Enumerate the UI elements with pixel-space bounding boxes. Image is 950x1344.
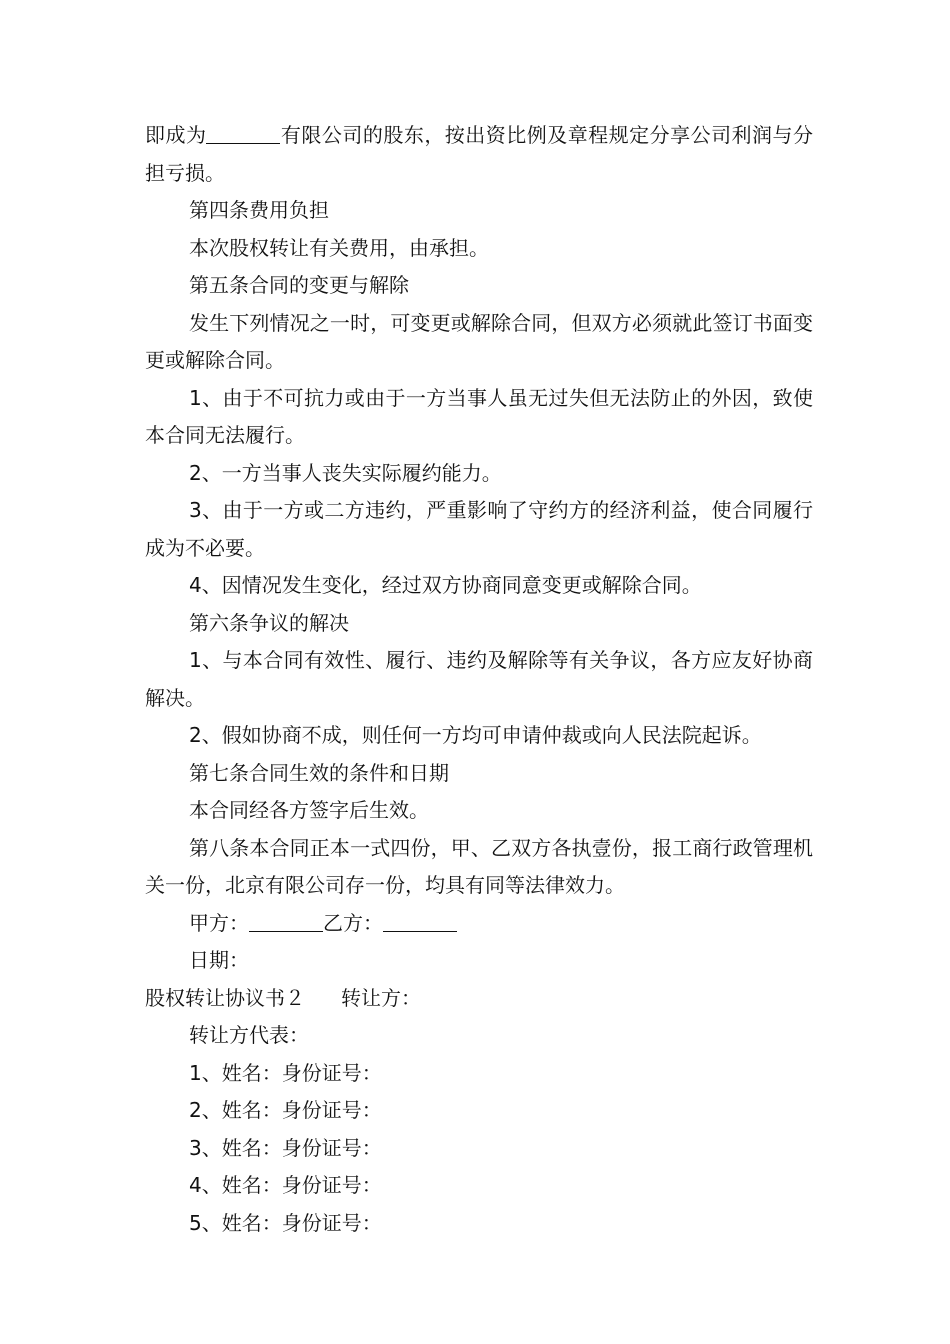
article-5-title: 第五条合同的变更与解除 [189, 273, 409, 297]
party-b-label: 乙方： [323, 910, 383, 935]
signature-line [145, 905, 813, 943]
date-line: 日期： [189, 948, 249, 972]
article-5-intro: 发生下列情况之一时，可变更或解除合同，但双方必须就此签订书面变更或解除合同。 [145, 310, 813, 372]
party-a-label: 甲方： [189, 910, 249, 935]
paragraph-shareholder [145, 117, 813, 192]
article-5-item-1: 1、由于不可抗力或由于一方当事人虽无过失但无法防止的外因，致使本合同无法履行。 [145, 385, 813, 447]
transferor-label: 转让方： [341, 985, 421, 1010]
article-6-item-1: 1、与本合同有效性、履行、违约及解除等有关争议，各方应友好协商解决。 [145, 648, 813, 710]
article-6-title: 第六条争议的解决 [189, 610, 349, 635]
rep-item-5: 5、姓名：身份证号： [189, 1210, 382, 1235]
article-5-item-3: 3、由于一方或二方违约，严重影响了守约方的经济利益，使合同履行成为不必要。 [145, 498, 813, 560]
party-a-blank [249, 911, 323, 932]
article-4-title: 第四条费用负担 [189, 198, 329, 222]
party-b-blank [383, 911, 457, 932]
article-5-item-4: 4、因情况发生变化，经过双方协商同意变更或解除合同。 [189, 573, 702, 597]
document-body [145, 117, 813, 1242]
shareholder-prefix: 即成为 [145, 123, 207, 147]
article-7-body: 本合同经各方签字后生效。 [189, 798, 429, 822]
rep-item-4: 4、姓名：身份证号： [189, 1173, 382, 1197]
article-5-item-2: 2、一方当事人丧失实际履约能力。 [189, 460, 502, 485]
rep-item-1: 1、姓名：身份证号： [189, 1060, 382, 1085]
article-6-item-2: 2、假如协商不成，则任何一方均可申请仲裁或向人民法院起诉。 [189, 723, 762, 747]
rep-item-2: 2、姓名：身份证号： [189, 1098, 382, 1122]
doc2-heading-line [145, 980, 813, 1018]
doc2-title: 股权转让协议书２ [145, 985, 305, 1010]
article-8-body: 第八条本合同正本一式四份，甲、乙双方各执壹份，报工商行政管理机关一份，北京有限公司存一份，均具有同等法律效力。 [145, 835, 813, 897]
article-7-title: 第七条合同生效的条件和日期 [189, 760, 449, 785]
article-4-body: 本次股权转让有关费用，由承担。 [189, 235, 489, 260]
transferor-rep-label: 转让方代表： [189, 1023, 309, 1047]
shareholder-suffix: 有限公司的股东，按出资比例及章程规定分享公司利润与分担亏损。 [145, 123, 814, 185]
company-name-blank [206, 123, 280, 144]
rep-item-3: 3、姓名：身份证号： [189, 1135, 382, 1160]
